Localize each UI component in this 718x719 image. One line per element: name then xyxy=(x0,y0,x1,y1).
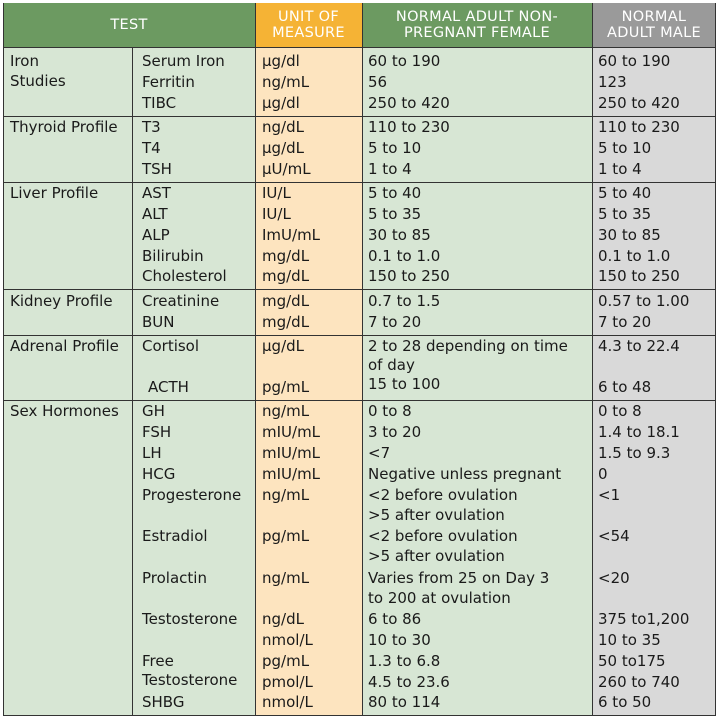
group-iron-studies: Iron Studies xyxy=(10,52,66,90)
male-range: 4.3 to 22.4 xyxy=(598,337,680,355)
test-name: Ferritin xyxy=(142,73,195,91)
test-name: ALT xyxy=(142,205,168,223)
test-name: T4 xyxy=(142,139,161,157)
test-name: Testosterone xyxy=(142,610,238,628)
unit: IU/L xyxy=(262,184,291,202)
female-range: Negative unless pregnant xyxy=(368,465,562,483)
female-range: 110 to 230 xyxy=(368,118,450,136)
test-name: Progesterone xyxy=(142,486,242,504)
header-test: TEST xyxy=(3,3,255,47)
group-adrenal-profile: Adrenal Profile xyxy=(10,337,119,355)
male-range: 6 to 50 xyxy=(598,693,652,711)
unit: µg/dl xyxy=(262,94,300,112)
test-name: Cholesterol xyxy=(142,267,227,285)
male-range: 260 to 740 xyxy=(598,673,680,691)
unit: pg/mL xyxy=(262,378,310,396)
unit: mIU/mL xyxy=(262,423,321,441)
female-range: 2 to 28 depending on time xyxy=(368,337,568,355)
female-range-cont: >5 after ovulation xyxy=(368,506,505,524)
divider xyxy=(3,289,716,290)
male-range: 10 to 35 xyxy=(598,631,661,649)
male-range: 123 xyxy=(598,73,627,91)
female-range: 1 to 4 xyxy=(368,160,412,178)
male-range: 0.1 to 1.0 xyxy=(598,247,671,265)
unit: ng/dL xyxy=(262,118,304,136)
female-range: <2 before ovulation xyxy=(368,486,518,504)
unit: mg/dL xyxy=(262,292,310,310)
male-range: 30 to 85 xyxy=(598,226,661,244)
header-female: NORMAL ADULT NON- PREGNANT FEMALE xyxy=(362,3,592,47)
male-range: 5 to 35 xyxy=(598,205,652,223)
test-name: HCG xyxy=(142,465,176,483)
female-range: 5 to 10 xyxy=(368,139,422,157)
test-name: ALP xyxy=(142,226,170,244)
male-range: 250 to 420 xyxy=(598,94,680,112)
female-range: 150 to 250 xyxy=(368,267,450,285)
unit: pg/mL xyxy=(262,652,310,670)
test-name: LH xyxy=(142,444,162,462)
test-name: GH xyxy=(142,402,165,420)
male-range: 7 to 20 xyxy=(598,313,652,331)
female-range: 6 to 86 xyxy=(368,610,422,628)
test-name: Serum Iron xyxy=(142,52,225,70)
divider xyxy=(3,715,716,716)
lab-values-table xyxy=(3,3,716,716)
group-liver-profile: Liver Profile xyxy=(10,184,99,202)
unit: ng/dL xyxy=(262,610,304,628)
female-range: 30 to 85 xyxy=(368,226,431,244)
divider xyxy=(715,3,716,716)
test-name: Testosterone xyxy=(142,671,238,689)
unit: ng/mL xyxy=(262,486,310,504)
unit: µg/dL xyxy=(262,337,304,355)
unit: µg/dL xyxy=(262,139,304,157)
divider xyxy=(255,3,256,716)
male-range: <54 xyxy=(598,527,630,545)
unit: ng/mL xyxy=(262,402,310,420)
male-range: 60 to 190 xyxy=(598,52,671,70)
male-range: 1 to 4 xyxy=(598,160,642,178)
divider xyxy=(3,3,4,716)
unit: µU/mL xyxy=(262,160,311,178)
female-range: 0 to 8 xyxy=(368,402,412,420)
male-range: 0 xyxy=(598,465,608,483)
male-range: <1 xyxy=(598,486,621,504)
female-range: Varies from 25 on Day 3 xyxy=(368,569,550,587)
male-range: 1.4 to 18.1 xyxy=(598,423,680,441)
male-range: 0.57 to 1.00 xyxy=(598,292,690,310)
unit: mg/dL xyxy=(262,267,310,285)
female-range-cont: to 200 at ovulation xyxy=(368,589,511,607)
female-range: 56 xyxy=(368,73,388,91)
female-range: 250 to 420 xyxy=(368,94,450,112)
unit: mg/dL xyxy=(262,247,310,265)
male-range: 0 to 8 xyxy=(598,402,642,420)
female-range: 0.7 to 1.5 xyxy=(368,292,441,310)
divider xyxy=(362,3,363,716)
male-range: 1.5 to 9.3 xyxy=(598,444,671,462)
unit: mg/dL xyxy=(262,313,310,331)
female-range: 1.3 to 6.8 xyxy=(368,652,441,670)
male-range: 50 to175 xyxy=(598,652,666,670)
female-range: 0.1 to 1.0 xyxy=(368,247,441,265)
divider xyxy=(592,3,593,716)
test-name: ACTH xyxy=(148,378,189,396)
male-range: <20 xyxy=(598,569,630,587)
test-name: T3 xyxy=(142,118,161,136)
unit: ng/mL xyxy=(262,73,310,91)
female-range: 80 to 114 xyxy=(368,693,441,711)
test-name: BUN xyxy=(142,313,175,331)
female-range: 4.5 to 23.6 xyxy=(368,673,450,691)
female-range: 5 to 35 xyxy=(368,205,422,223)
unit: mIU/mL xyxy=(262,465,321,483)
test-name: Prolactin xyxy=(142,569,207,587)
header-unit: UNIT OF MEASURE xyxy=(255,3,362,47)
test-name: Bilirubin xyxy=(142,247,204,265)
divider xyxy=(132,47,133,715)
unit: ImU/mL xyxy=(262,226,321,244)
test-name: Free xyxy=(142,652,174,670)
unit: nmol/L xyxy=(262,631,313,649)
female-range: 7 to 20 xyxy=(368,313,422,331)
male-range: 5 to 40 xyxy=(598,184,652,202)
female-range-cont: >5 after ovulation xyxy=(368,547,505,565)
header-male: NORMAL ADULT MALE xyxy=(592,3,716,47)
unit: pg/mL xyxy=(262,527,310,545)
unit: ng/mL xyxy=(262,569,310,587)
divider xyxy=(3,47,716,48)
female-range: <7 xyxy=(368,444,391,462)
female-range-cont: of day xyxy=(368,356,415,374)
female-range: 5 to 40 xyxy=(368,184,422,202)
group-sex-hormones: Sex Hormones xyxy=(10,402,119,420)
test-name: SHBG xyxy=(142,693,185,711)
male-range: 375 to1,200 xyxy=(598,610,690,628)
group-thyroid-profile: Thyroid Profile xyxy=(10,118,118,136)
unit: mIU/mL xyxy=(262,444,321,462)
test-name: TIBC xyxy=(142,94,177,112)
unit: nmol/L xyxy=(262,693,313,711)
unit: µg/dl xyxy=(262,52,300,70)
female-range: 60 to 190 xyxy=(368,52,441,70)
group-kidney-profile: Kidney Profile xyxy=(10,292,113,310)
male-range: 110 to 230 xyxy=(598,118,680,136)
male-range: 6 to 48 xyxy=(598,378,652,396)
female-range: <2 before ovulation xyxy=(368,527,518,545)
female-range: 15 to 100 xyxy=(368,375,441,393)
test-name: TSH xyxy=(142,160,172,178)
female-range: 10 to 30 xyxy=(368,631,431,649)
male-range: 150 to 250 xyxy=(598,267,680,285)
unit: IU/L xyxy=(262,205,291,223)
test-name: Cortisol xyxy=(142,337,200,355)
test-name: Creatinine xyxy=(142,292,220,310)
unit: pmol/L xyxy=(262,673,313,691)
test-name: FSH xyxy=(142,423,172,441)
female-range: 3 to 20 xyxy=(368,423,422,441)
test-name: Estradiol xyxy=(142,527,208,545)
male-range: 5 to 10 xyxy=(598,139,652,157)
test-name: AST xyxy=(142,184,171,202)
